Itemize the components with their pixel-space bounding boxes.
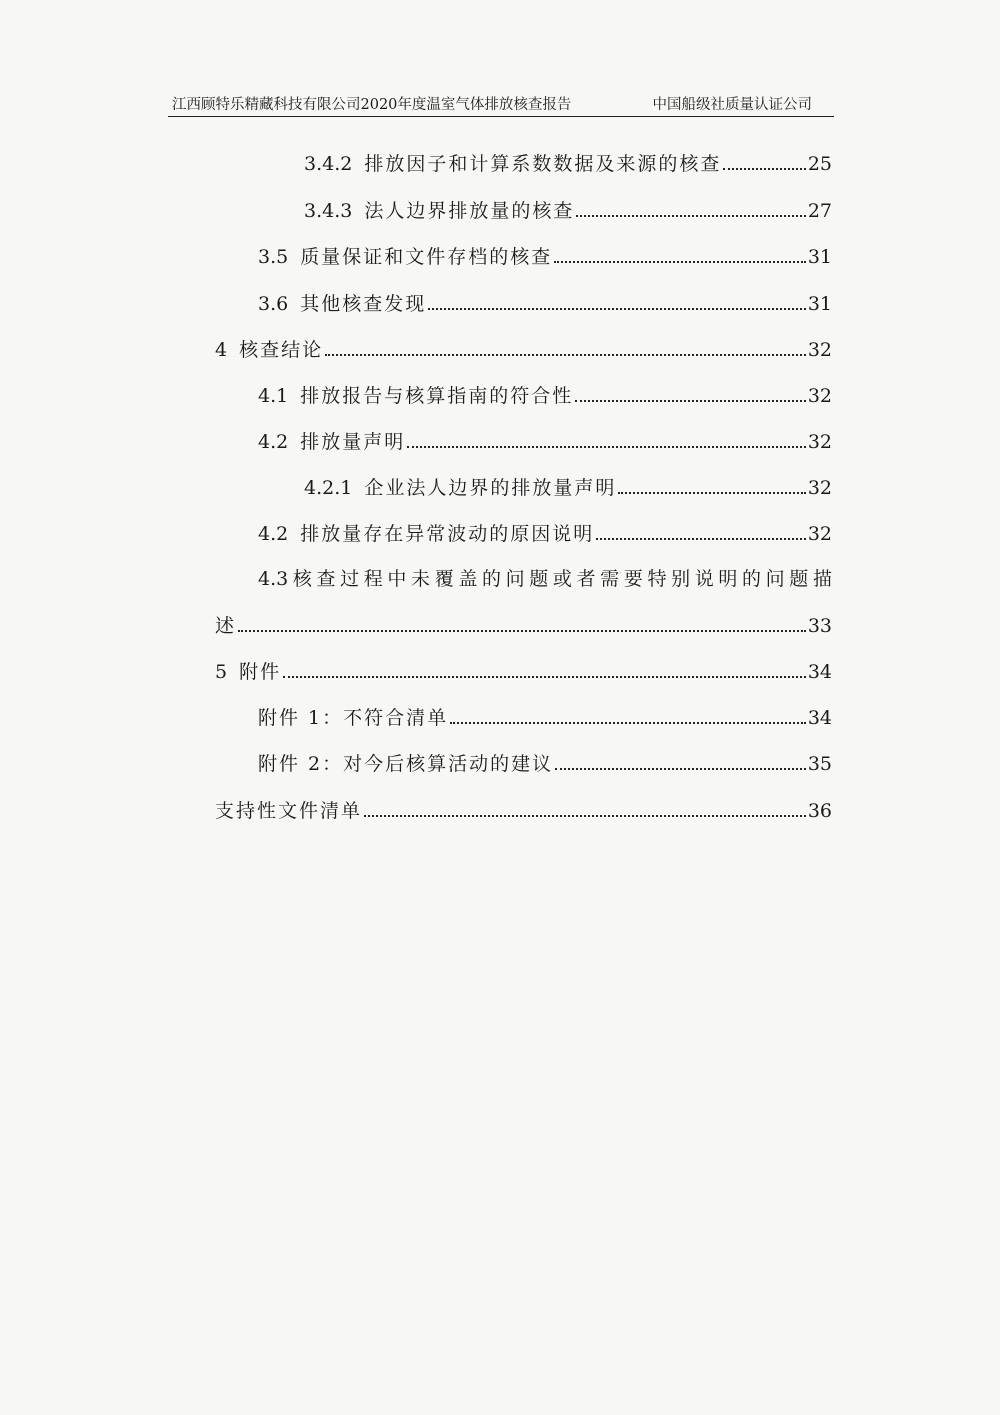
toc-entry-page: 34	[807, 661, 832, 683]
toc-leader-dots	[596, 538, 806, 540]
toc-entry-title-char: 的	[742, 568, 762, 590]
toc-leader-dots	[554, 261, 806, 263]
toc-entry-number: 3.4.2	[304, 153, 353, 175]
toc-entry-title-char: 别	[671, 568, 691, 590]
toc-leader-dots	[325, 354, 806, 356]
toc-entry-title-char: 描	[812, 568, 832, 590]
toc-entry-title-char: 明	[718, 568, 738, 590]
toc-entry-title-char: 程	[363, 568, 383, 590]
toc-entry-4[interactable]	[215, 336, 832, 364]
toc-entry-title-char: 未	[411, 568, 431, 590]
toc-entry-number: 4.1	[258, 385, 289, 407]
toc-entry-title-char: 盖	[458, 568, 478, 590]
toc-leader-dots	[238, 630, 806, 632]
toc-entry-title-char: 需	[600, 568, 620, 590]
toc-entry-annex-2[interactable]	[258, 750, 832, 778]
toc-entry-title: 质量保证和文件存档的核查	[300, 246, 553, 268]
toc-entry-4-1[interactable]	[258, 382, 832, 410]
toc-entry-page: 32	[807, 431, 832, 453]
toc-entry-title-char: 问	[505, 568, 525, 590]
toc-entry-title: 支持性文件清单	[215, 800, 363, 822]
toc-entry-title-char: 要	[623, 568, 643, 590]
page-header	[168, 92, 834, 118]
toc-entry-number: 5	[215, 661, 228, 683]
toc-entry-number: 3.5	[258, 246, 289, 268]
toc-entry-title-char: 查	[316, 568, 336, 590]
toc-entry-page: 31	[807, 246, 832, 268]
header-report-title: 江西顾特乐精藏科技有限公司2020年度温室气体排放核查报告	[172, 97, 572, 113]
toc-entry-page: 36	[807, 800, 832, 822]
toc-entry-title-char: 问	[765, 568, 785, 590]
toc-entry-page: 25	[807, 153, 832, 175]
toc-entry-3-4-2[interactable]	[304, 150, 832, 178]
toc-entry-title-char: 覆	[434, 568, 454, 590]
toc-entry-title: 附件 2：对今后核算活动的建议	[258, 753, 554, 775]
toc-entry-page: 32	[807, 339, 832, 361]
toc-entry-number: 4.2	[258, 523, 289, 545]
toc-entry-5[interactable]	[215, 658, 832, 686]
toc-leader-dots	[575, 400, 806, 402]
toc-entry-title: 法人边界排放量的核查	[364, 200, 575, 222]
toc-entry-supporting-docs[interactable]	[215, 797, 832, 825]
toc-leader-dots	[555, 768, 806, 770]
toc-entry-title-char: 说	[694, 568, 714, 590]
toc-entry-title-line2: 述	[215, 615, 237, 637]
toc-entry-title-char: 核	[292, 568, 312, 590]
toc-entry-4-2[interactable]	[258, 428, 832, 456]
toc-entry-title: 排放报告与核算指南的符合性	[300, 385, 574, 407]
toc-entry-3-5[interactable]	[258, 243, 832, 271]
toc-entry-annex-1[interactable]	[258, 704, 832, 732]
toc-leader-dots	[723, 168, 805, 170]
toc-entry-4-3-continued[interactable]	[215, 612, 832, 640]
toc-entry-title-char: 特	[647, 568, 667, 590]
toc-entry-4-2-1[interactable]	[304, 474, 832, 502]
toc-entry-page: 35	[807, 753, 832, 775]
toc-entry-4-3[interactable]	[258, 565, 832, 593]
toc-entry-title: 排放量存在异常波动的原因说明	[300, 523, 595, 545]
toc-entry-title: 附件	[239, 661, 282, 683]
toc-entry-page: 32	[807, 385, 832, 407]
toc-leader-dots	[364, 815, 806, 817]
toc-entry-page: 32	[807, 523, 832, 545]
toc-entry-title: 其他核查发现	[300, 293, 427, 315]
toc-entry-title: 企业法人边界的排放量声明	[364, 477, 617, 499]
toc-entry-page: 27	[807, 200, 832, 222]
toc-entry-page: 31	[807, 293, 832, 315]
toc-leader-dots	[283, 676, 806, 678]
toc-entry-number: 4.2.1	[304, 477, 353, 499]
toc-entry-number: 3.4.3	[304, 200, 353, 222]
toc-entry-3-6[interactable]	[258, 290, 832, 318]
toc-entry-3-4-3[interactable]	[304, 197, 832, 225]
toc-entry-title: 核查结论	[239, 339, 324, 361]
toc-leader-dots	[428, 308, 806, 310]
toc-entry-title: 排放因子和计算系数数据及来源的核查	[364, 153, 722, 175]
toc-entry-title-char: 者	[576, 568, 596, 590]
header-divider	[168, 116, 834, 117]
header-organization: 中国船级社质量认证公司	[652, 97, 812, 113]
toc-leader-dots	[618, 492, 805, 494]
toc-entry-title: 附件 1：不符合清单	[258, 707, 449, 729]
toc-entry-title-char: 或	[552, 568, 572, 590]
toc-entry-page: 32	[807, 477, 832, 499]
toc-leader-dots	[407, 446, 806, 448]
toc-entry-title: 排放量声明	[300, 431, 406, 453]
toc-entry-number: 4.3	[258, 568, 289, 590]
toc-entry-page: 33	[807, 615, 832, 637]
toc-entry-title-char: 中	[387, 568, 407, 590]
toc-entry-number: 4.2	[258, 431, 289, 453]
toc-entry-page: 34	[807, 707, 832, 729]
toc-leader-dots	[450, 722, 806, 724]
toc-entry-number: 4	[215, 339, 228, 361]
toc-entry-title-char: 题	[789, 568, 809, 590]
toc-leader-dots	[576, 215, 805, 217]
toc-entry-title-char: 题	[529, 568, 549, 590]
toc-entry-title-char: 的	[481, 568, 501, 590]
toc-entry-4-2-abnormal[interactable]	[258, 520, 832, 548]
toc-entry-number: 3.6	[258, 293, 289, 315]
toc-entry-title-char: 过	[340, 568, 360, 590]
